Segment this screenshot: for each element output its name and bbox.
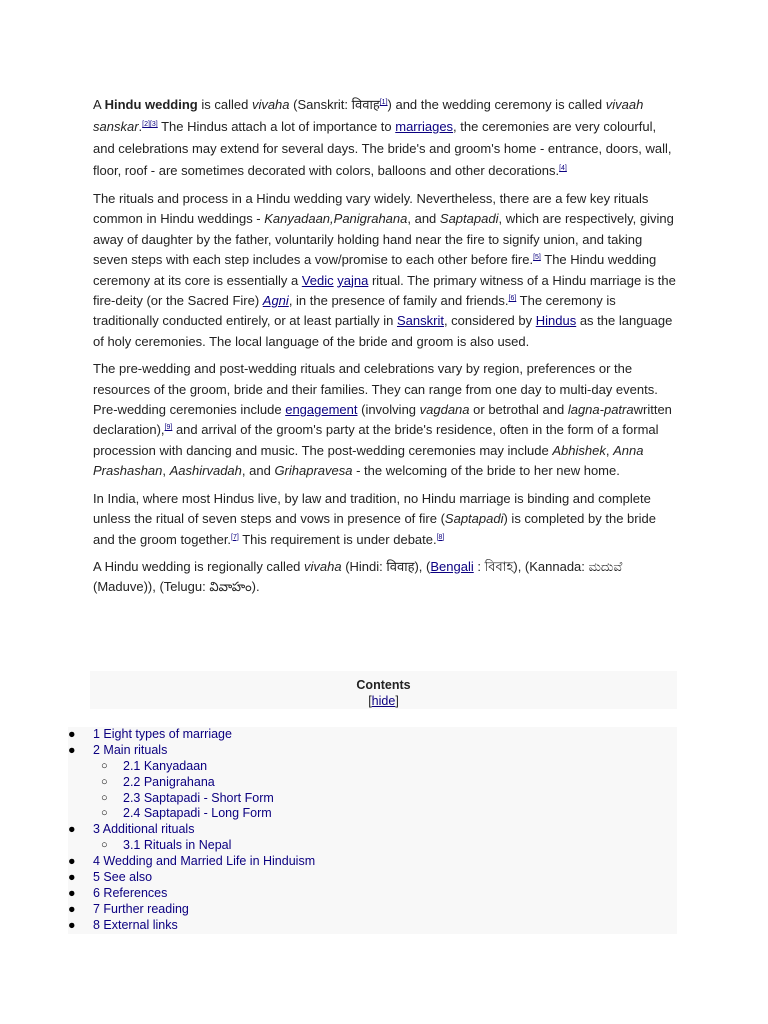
agni-link-text: Agni: [262, 293, 289, 309]
text-run: A: [93, 97, 105, 112]
toc-item-label[interactable]: 2 Main rituals: [93, 742, 168, 757]
toc-title: Contents: [356, 678, 411, 692]
text-run: written declaration),: [93, 402, 672, 438]
citation-link[interactable]: [1]: [379, 99, 388, 106]
law-paragraph: [93, 489, 678, 550]
text-run: ,: [605, 442, 614, 458]
toc-item-label[interactable]: 2.4 Saptapadi - Long Form: [123, 806, 272, 821]
circle-bullet-icon: ○: [101, 791, 108, 804]
toc-item-label[interactable]: 8 External links: [93, 917, 178, 932]
text-run: : বিবাহ), (Kannada: ಮದುವೆ (Maduve)), (Telugu: వివాహం).: [93, 558, 623, 595]
toc-item-label[interactable]: 1 Eight types of marriage: [93, 727, 232, 741]
toc-item[interactable]: [68, 727, 677, 743]
toc-header: [90, 671, 677, 709]
toc-hide-link[interactable]: hide: [371, 694, 396, 708]
text-run: as the language of holy ceremonies. The local language of the bride and groom is also used.: [93, 313, 673, 349]
text-run: , the ceremonies are very colourful, and celebrations may extend for several days. The bride's and groom's home - entrance, doors, wall, floor, roof - are sometimes decorated with colors, balloons and other decorations.: [93, 119, 672, 178]
circle-bullet-icon: ○: [101, 759, 108, 772]
sanskrit-link[interactable]: Sanskrit: [396, 313, 444, 329]
toc-item[interactable]: [68, 918, 677, 934]
text-run: , and: [241, 463, 275, 479]
text-run: , and: [407, 211, 440, 227]
text-run: - the welcoming of the bride to her new home.: [352, 463, 620, 479]
toc-subitem[interactable]: [68, 775, 677, 791]
toc-list: [68, 727, 677, 934]
text-run: ,: [162, 463, 170, 479]
italic-term: Abhishek: [552, 442, 606, 458]
citation-link[interactable]: [7]: [231, 533, 239, 541]
text-run: ) is completed by the bride and the groom together.: [93, 511, 656, 547]
toc-subitem[interactable]: [68, 791, 677, 807]
text-run: In India, where most Hindus live, by law and tradition, no Hindu marriage is binding and complete unless the ritual of seven steps and vows in presence of fire (: [93, 490, 651, 527]
citation-link[interactable]: [4]: [559, 165, 567, 172]
toc-item[interactable]: [68, 870, 677, 886]
citation-link[interactable]: [2][3]: [142, 121, 158, 128]
bullet-icon: ●: [68, 742, 76, 757]
engagement-link[interactable]: engagement: [285, 402, 358, 418]
bold-term: Hindu wedding: [104, 97, 198, 112]
toc-item-label[interactable]: 3.1 Rituals in Nepal: [123, 838, 232, 853]
italic-term: Saptapadi: [444, 511, 504, 527]
toc-item-label[interactable]: 2.2 Panigrahana: [123, 774, 215, 789]
toc-item-label[interactable]: 7 Further reading: [93, 901, 189, 916]
text-run: The ceremony is traditionally conducted entirely, or at least partially in: [93, 293, 616, 329]
text-run: (Hindi: विवाह), (: [341, 558, 431, 574]
toc-item[interactable]: [68, 902, 677, 918]
text-run: is called: [197, 97, 252, 112]
circle-bullet-icon: ○: [101, 775, 108, 788]
vedic-link[interactable]: Vedic: [301, 272, 334, 288]
italic-term: lagna-patra: [567, 402, 634, 418]
italic-term: vivaah sanskar: [93, 97, 644, 134]
italic-term: vivaha: [304, 558, 342, 574]
citation-link[interactable]: [9]: [164, 424, 173, 432]
text-run: The pre-wedding and post-wedding rituals and celebrations vary by region, preferences or the resources of the groom, bride and their families. They can range from one day to multi-day events. Pre-wedding ceremonies include: [93, 361, 658, 418]
bullet-icon: ●: [68, 727, 76, 741]
text-run: and arrival of the groom's party at the bride's residence, often in the form of a formal procession with dancing and music. The post-wedding ceremonies may include: [93, 422, 659, 458]
agni-link[interactable]: [263, 293, 289, 308]
text-run: or betrothal and: [469, 402, 568, 418]
circle-bullet-icon: ○: [101, 839, 108, 852]
text-run: ritual. The primary witness of a Hindu marriage is the fire-deity (or the Sacred Fire): [93, 272, 676, 309]
toc-item-label[interactable]: 3 Additional rituals: [93, 822, 195, 837]
rituals-paragraph: [93, 189, 678, 352]
toc-item[interactable]: [68, 886, 677, 902]
text-run: .: [138, 119, 143, 134]
italic-term: Anna Prashashan: [93, 442, 644, 479]
toc-subitem[interactable]: [68, 806, 677, 822]
text-run: , which are respectively, giving away of daughter by the father, voluntarily holding hand near the fire to signify union, and taking seven steps with each step includes a vow/promise to each other before fire.: [93, 211, 674, 268]
toc-item-label[interactable]: 2.3 Saptapadi - Short Form: [123, 790, 274, 805]
toc-item[interactable]: [68, 822, 677, 838]
citation-link[interactable]: [6]: [508, 295, 517, 303]
italic-term: Kanyadaan,Panigrahana: [264, 211, 408, 227]
toc-item[interactable]: [68, 743, 677, 759]
intro-paragraph: [93, 94, 678, 182]
italic-term: Saptapadi: [439, 211, 499, 227]
text-run: The rituals and process in a Hindu wedding vary widely. Nevertheless, there are a few key rituals common in Hindu weddings -: [93, 191, 649, 227]
italic-term: Aashirvadah: [169, 463, 242, 479]
toc-toggle-bracket: ]: [395, 694, 399, 708]
bullet-icon: ●: [68, 870, 76, 885]
text-run: (involving: [357, 402, 420, 418]
italic-term: Grihapravesa: [274, 463, 353, 479]
marriages-link[interactable]: marriages: [395, 119, 454, 134]
text-run: , in the presence of family and friends.: [288, 293, 509, 309]
circle-bullet-icon: ○: [101, 807, 108, 820]
bengali-link[interactable]: Bengali: [430, 558, 474, 574]
text-run: ) and the wedding ceremony is called: [387, 97, 606, 112]
yajna-link[interactable]: yajna: [337, 272, 369, 288]
italic-term: vagdana: [419, 402, 470, 418]
toc-item[interactable]: [68, 854, 677, 870]
toc-subitem[interactable]: [68, 838, 677, 854]
text-run: A Hindu wedding is regionally called: [93, 558, 305, 574]
ceremonies-paragraph: [93, 359, 678, 481]
regional-names-paragraph: [93, 557, 678, 598]
toc-subitem[interactable]: [68, 759, 677, 775]
toc-item-label[interactable]: 2.1 Kanyadaan: [123, 758, 208, 773]
bullet-icon: ●: [68, 854, 76, 869]
bullet-icon: ●: [68, 885, 76, 900]
bullet-icon: ●: [68, 901, 76, 916]
bullet-icon: ●: [68, 822, 76, 837]
toc-toggle: [90, 692, 677, 710]
text-run: The Hindu wedding ceremony at its core is essentially a: [93, 252, 657, 288]
citation-link[interactable]: [8]: [436, 533, 445, 541]
toc-toggle-bracket: [: [368, 694, 372, 708]
text-run: , considered by: [443, 313, 536, 329]
text-run: (Sanskrit: विवाह: [289, 97, 380, 112]
hindus-link[interactable]: Hindus: [535, 313, 577, 329]
text-run: The Hindus attach a lot of importance to: [157, 119, 396, 134]
text-run: This requirement is under debate.: [238, 531, 437, 547]
toc-item-label[interactable]: 4 Wedding and Married Life in Hinduism: [93, 854, 316, 869]
toc-item-label[interactable]: 6 References: [93, 885, 168, 900]
toc-item-label[interactable]: 5 See also: [93, 870, 153, 885]
bullet-icon: ●: [68, 917, 76, 932]
article-body: [93, 94, 678, 605]
italic-term: vivaha: [251, 97, 290, 112]
citation-link[interactable]: [5]: [533, 254, 541, 262]
